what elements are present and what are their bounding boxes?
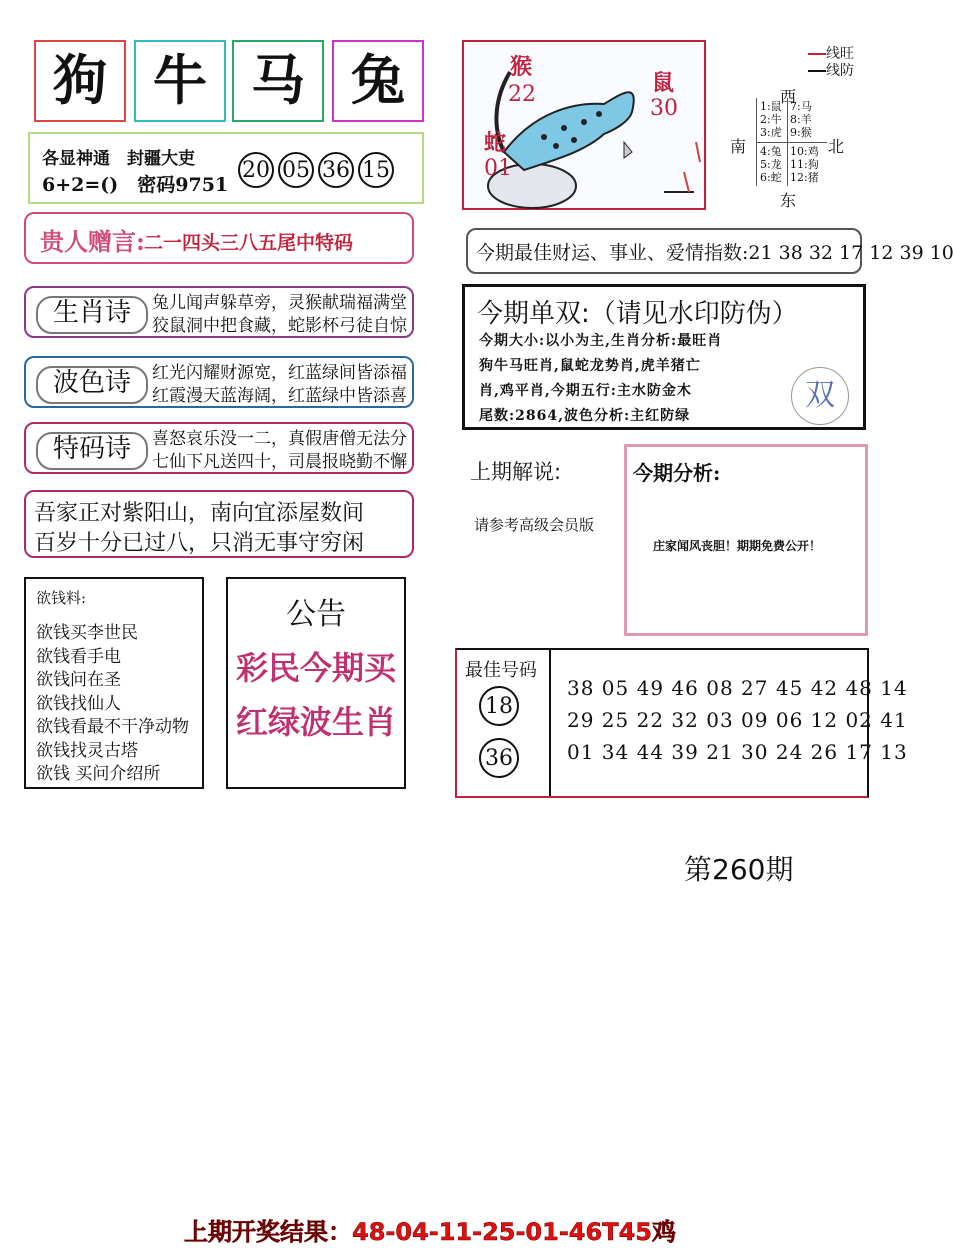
password-balls <box>238 152 398 188</box>
money-item: 欲钱看最不干净动物 <box>36 717 189 737</box>
notice-box <box>226 577 406 789</box>
ball-number: 36 <box>318 152 354 188</box>
shuang-watermark-badge: 双 <box>791 367 849 425</box>
best-numbers-box <box>455 648 908 798</box>
best-number-grid <box>567 672 908 768</box>
notice-line-1: 彩民今期买 <box>235 649 396 687</box>
best-row: 38 05 49 46 08 27 45 42 48 14 <box>567 676 908 700</box>
poem-line: 红霞漫天蓝海阔，红蓝绿中皆添喜 <box>152 386 407 406</box>
verse-line: 吾家正对紫阳山，南向宜添屋数间 <box>34 501 365 526</box>
best-ball-2: 36 <box>479 738 519 778</box>
ball-number: 15 <box>358 152 394 188</box>
fortune-numbers: 21 38 32 17 12 39 10 <box>748 242 954 264</box>
money-item: 欲钱问在圣 <box>36 670 121 690</box>
guiren-label: 贵人赠言: <box>40 227 145 256</box>
danshuang-line: 肖,鸡平肖,今期五行:主水防金木 <box>479 383 692 399</box>
poem-shengxiao <box>24 286 414 338</box>
compass-col-2: 7:马 8:羊 9:猴 10:鸡 11:狗 12:猪 <box>790 100 819 184</box>
compass-east: 东 <box>780 191 797 210</box>
compass-legend <box>808 46 854 80</box>
label-shu: 鼠 <box>652 70 675 96</box>
last-explain-text: 请参考高级会员版 <box>474 516 595 534</box>
danshuang-line: 狗牛马旺肖,鼠蛇龙势肖,虎羊猪亡 <box>479 358 701 374</box>
password-box <box>28 132 424 204</box>
money-item: 欲钱找仙人 <box>36 693 121 714</box>
compass-west: 西 <box>780 87 797 106</box>
money-title: 欲钱料: <box>36 589 87 607</box>
poem-label: 生肖诗 <box>36 296 148 334</box>
legend-fang: 线防 <box>808 63 854 80</box>
analysis-box <box>624 444 868 636</box>
best-row: 29 25 22 32 03 09 06 12 02 41 <box>567 708 908 732</box>
zodiac-box-2: 牛 <box>134 40 226 122</box>
poem-line: 喜怒哀乐没一二，真假唐僧无法分 <box>152 429 407 449</box>
fortune-label: 今期最佳财运、事业、爱情指数: <box>476 242 749 264</box>
zodiac-box-1: 狗 <box>34 40 126 122</box>
poem-label: 波色诗 <box>36 366 148 404</box>
last-explain-title: 上期解说: <box>470 460 562 484</box>
best-ball-1: 18 <box>479 686 519 726</box>
danshuang-box <box>462 284 866 430</box>
label-she-num: 01 <box>484 156 512 181</box>
poem-text <box>152 428 407 474</box>
period-label: 第260期 <box>684 853 794 886</box>
danshuang-title: 今期单双:（请见水印防伪） <box>477 299 798 329</box>
poem-tema <box>24 422 414 474</box>
poem-line: 兔儿闻声躲草旁，灵猴献瑞福满堂 <box>152 293 407 313</box>
verse-box <box>24 490 414 558</box>
analysis-title: 今期分析: <box>633 461 721 485</box>
password-line-1: 各显神通 封疆大吏 <box>42 149 195 169</box>
best-title: 最佳号码 <box>465 660 537 681</box>
poem-bose <box>24 356 414 408</box>
notice-title: 公告 <box>286 597 346 632</box>
poem-text <box>152 362 407 408</box>
best-row: 01 34 44 39 21 30 24 26 17 13 <box>567 740 908 764</box>
analysis-text: 庄家闻风丧胆！期期免费公开！ <box>653 539 822 553</box>
poem-line: 狡鼠洞中把食藏，蛇影杯弓徒自惊 <box>152 316 407 336</box>
money-item: 欲钱看手电 <box>36 646 121 667</box>
poem-text <box>152 292 407 338</box>
compass-col-1: 1:鼠 2:牛 3:虎 4:兔 5:龙 6:蛇 <box>760 100 782 184</box>
money-item: 欲钱 买问介绍所 <box>36 764 161 784</box>
compass-north: 北 <box>828 137 845 156</box>
password-line-2: 6+2=() 密码9751 <box>42 174 229 196</box>
verse-line: 百岁十分已过八，只消无事守穷闲 <box>34 531 365 556</box>
danshuang-line: 今期大小:以小为主,生肖分析:最旺肖 <box>479 333 723 349</box>
danshuang-body <box>479 329 722 429</box>
guiren-text: 二一四头三八五尾中特码 <box>144 232 354 254</box>
money-item: 欲钱找灵古塔 <box>36 740 138 761</box>
zodiac-box-4: 兔 <box>332 40 424 122</box>
poem-label: 特码诗 <box>36 432 148 470</box>
money-box <box>24 577 204 789</box>
label-hou-num: 22 <box>508 82 536 107</box>
zodiac-image-panel <box>462 40 706 210</box>
ball-number: 05 <box>278 152 314 188</box>
compass-grid <box>756 98 826 186</box>
poem-line: 红光闪耀财源宽，红蓝绿间皆添福 <box>152 363 407 383</box>
compass-south: 南 <box>730 137 747 156</box>
guiren-banner <box>24 212 414 264</box>
label-she: 蛇 <box>484 130 507 156</box>
poem-line: 七仙下凡送四十，司晨报晓勤不懈 <box>152 452 407 472</box>
legend-wang: 线旺 <box>808 46 854 63</box>
label-shu-num: 30 <box>650 96 678 121</box>
notice-line-2: 红绿波生肖 <box>235 703 396 741</box>
ball-number: 20 <box>238 152 274 188</box>
danshuang-line: 尾数:2864,波色分析:主红防绿 <box>479 408 691 424</box>
label-hou: 猴 <box>510 54 533 80</box>
last-result: 上期开奖结果：48-04-11-25-01-46T45鸡 <box>184 1218 676 1246</box>
zodiac-box-3: 马 <box>232 40 324 122</box>
fortune-index <box>466 228 954 274</box>
money-item: 欲钱买李世民 <box>36 623 138 643</box>
